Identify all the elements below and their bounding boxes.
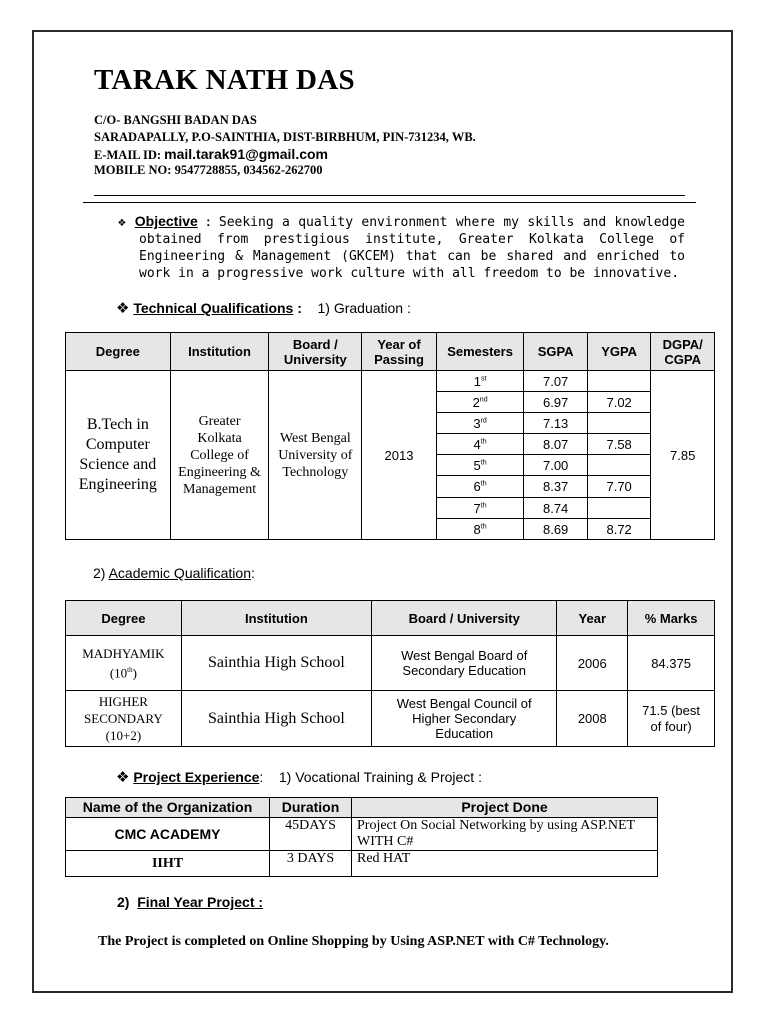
institution-cell: Sainthia High School — [181, 691, 371, 747]
academic-label: Academic Qualification — [108, 565, 251, 581]
marks-cell: 71.5 (best of four) — [628, 691, 715, 747]
ygpa-cell — [587, 413, 651, 434]
ygpa-cell: 7.70 — [587, 476, 651, 498]
sgpa-cell: 8.69 — [524, 519, 588, 540]
table-row — [66, 691, 715, 747]
objective-text: Seeking a quality environment where my skills and knowledge obtained from prestigious institute, Greater Kolkata College of Engineering & Management (GKCEM) that can be shared and enriched to work in a progressive work culture with all freedom to be innovative. — [139, 215, 686, 281]
duration-cell: 45DAYS — [270, 818, 352, 851]
email-label: E-MAIL ID: — [94, 148, 162, 162]
organization-cell: CMC ACADEMY — [66, 818, 270, 851]
semester-cell: 6th — [436, 476, 524, 498]
university-cell: West Bengal University of Technology — [269, 371, 362, 540]
column-header: Degree — [66, 333, 171, 371]
final-year-label: Final Year Project : — [137, 894, 264, 910]
column-header: Project Done — [352, 798, 658, 818]
ygpa-cell: 7.02 — [587, 392, 651, 413]
diamond-bullet-icon: ❖ — [116, 300, 130, 317]
semester-cell: 2nd — [436, 392, 524, 413]
year-cell: 2006 — [557, 636, 628, 691]
sgpa-cell: 8.07 — [524, 434, 588, 455]
column-header: SGPA — [524, 333, 588, 371]
column-header: % Marks — [628, 601, 715, 636]
diamond-bullet-icon: ❖ — [116, 769, 130, 786]
academic-heading: 2) Academic Qualification: — [93, 565, 255, 581]
dgpa-cell: 7.85 — [651, 371, 715, 540]
year-cell: 2013 — [362, 371, 437, 540]
board-cell: West Bengal Council of Higher Secondary Education — [372, 691, 557, 747]
column-header: DGPA/ CGPA — [651, 333, 715, 371]
email-line — [94, 146, 328, 163]
table-row — [66, 371, 715, 392]
ygpa-cell: 8.72 — [587, 519, 651, 540]
academic-table — [65, 600, 715, 747]
divider — [83, 202, 696, 203]
institution-cell: Sainthia High School — [181, 636, 371, 691]
degree-cell: MADHYAMIK (10th) — [66, 636, 182, 691]
tech-qual-label: Technical Qualifications — [133, 300, 294, 316]
marks-cell: 84.375 — [628, 636, 715, 691]
objective-section: ❖ Objective : Seeking a quality environment where my skills and knowledge obtained from prestigious institute, Greater Kolkata College of Engineering & Management (GKCEM) that can be shared and enriched to work in a progressive work culture with all freedom to be innovative. — [118, 213, 686, 281]
degree-cell: B.Tech in Computer Science and Engineering — [66, 371, 171, 540]
ygpa-cell — [587, 371, 651, 392]
degree-cell: HIGHER SECONDARY (10+2) — [66, 691, 182, 747]
column-header: Board / University — [372, 601, 557, 636]
care-of: C/O- BANGSHI BADAN DAS — [94, 113, 257, 127]
project-table — [65, 797, 658, 877]
column-header: Duration — [270, 798, 352, 818]
ygpa-cell — [587, 498, 651, 519]
table-row — [66, 818, 658, 851]
board-cell: West Bengal Board of Secondary Education — [372, 636, 557, 691]
semester-cell: 4th — [436, 434, 524, 455]
email-link[interactable]: mail.tarak91@gmail.com — [164, 146, 328, 162]
academic-number: 2) — [93, 565, 106, 581]
graduation-table — [65, 332, 715, 540]
column-header: Year of Passing — [362, 333, 437, 371]
column-header: Semesters — [436, 333, 524, 371]
table-row — [66, 851, 658, 877]
column-header: Degree — [66, 601, 182, 636]
semester-cell: 3rd — [436, 413, 524, 434]
column-header: Board / University — [269, 333, 362, 371]
duration-cell: 3 DAYS — [270, 851, 352, 877]
column-header: YGPA — [587, 333, 651, 371]
column-header: Institution — [170, 333, 269, 371]
vocational-label: 1) Vocational Training & Project — [278, 769, 475, 785]
column-header: Institution — [181, 601, 371, 636]
column-header: Year — [557, 601, 628, 636]
mobile-line — [94, 163, 322, 178]
sgpa-cell: 7.00 — [524, 455, 588, 476]
sgpa-cell: 8.74 — [524, 498, 588, 519]
ygpa-cell: 7.58 — [587, 434, 651, 455]
sgpa-cell: 8.37 — [524, 476, 588, 498]
year-cell: 2008 — [557, 691, 628, 747]
final-year-text: The Project is completed on Online Shopping by Using ASP.NET with C# Technology. — [98, 934, 609, 949]
semester-cell: 8th — [436, 519, 524, 540]
divider — [94, 195, 685, 196]
candidate-name: TARAK NATH DAS — [94, 64, 355, 96]
table-row — [66, 636, 715, 691]
diamond-bullet-icon: ❖ — [118, 215, 127, 230]
final-year-number: 2) — [117, 894, 130, 910]
semester-cell: 1st — [436, 371, 524, 392]
sgpa-cell: 7.13 — [524, 413, 588, 434]
tech-qual-heading: ❖ Technical Qualifications : 1) Graduation : — [116, 300, 411, 317]
address: SARADAPALLY, P.O-SAINTHIA, DIST-BIRBHUM, PIN-731234, WB. — [94, 130, 476, 144]
mobile-label: MOBILE NO: — [94, 163, 172, 177]
column-header: Name of the Organization — [66, 798, 270, 818]
organization-cell: IIHT — [66, 851, 270, 877]
final-year-heading — [117, 894, 263, 910]
graduation-label: 1) Graduation — [317, 300, 404, 316]
semester-cell: 5th — [436, 455, 524, 476]
objective-heading: Objective — [134, 213, 198, 229]
semester-cell: 7th — [436, 498, 524, 519]
project-cell: Project On Social Networking by using ASP.NET WITH C# — [352, 818, 658, 851]
project-cell: Red HAT — [352, 851, 658, 877]
sgpa-cell: 7.07 — [524, 371, 588, 392]
project-label: Project Experience — [133, 769, 260, 785]
ygpa-cell — [587, 455, 651, 476]
institution-cell: Greater Kolkata College of Engineering & Management — [170, 371, 269, 540]
mobile-number: 9547728855, 034562-262700 — [174, 163, 323, 177]
sgpa-cell: 6.97 — [524, 392, 588, 413]
project-heading: ❖ Project Experience: 1) Vocational Training & Project : — [116, 769, 482, 786]
